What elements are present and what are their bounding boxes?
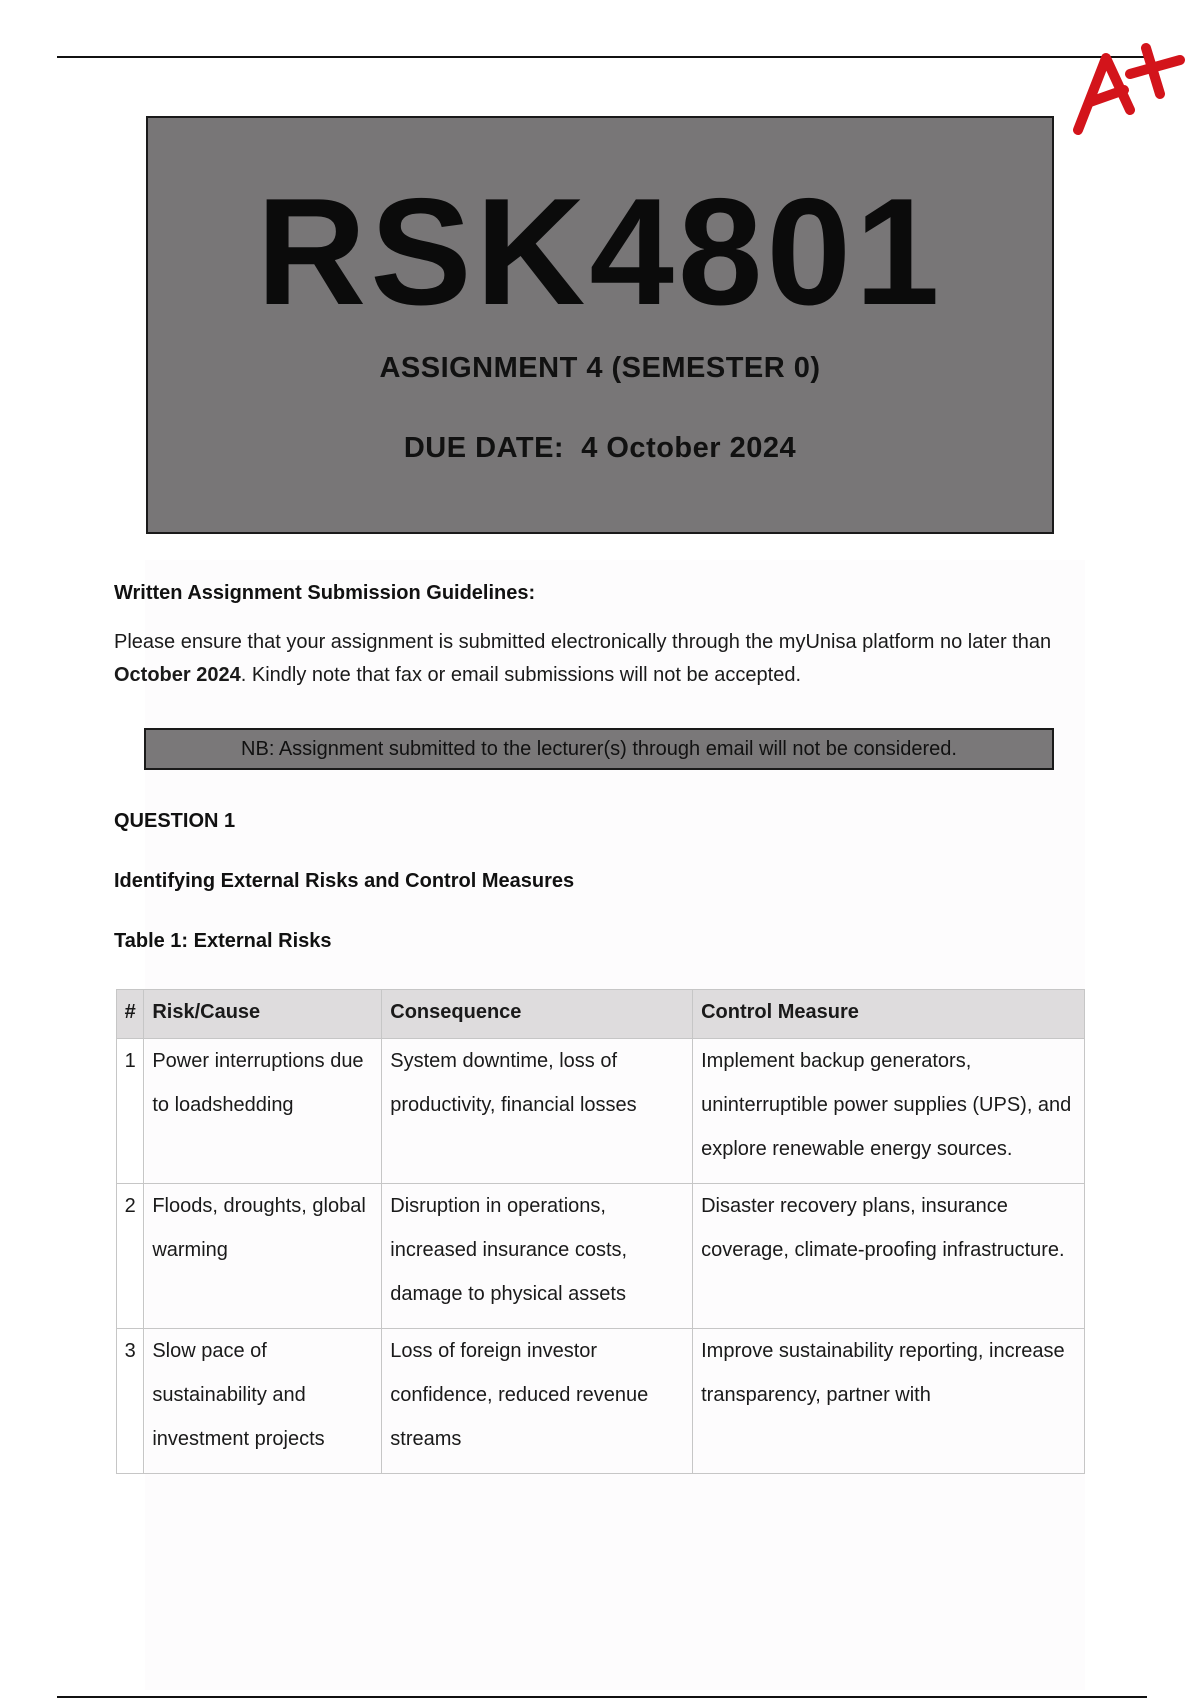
row-number: 1 — [117, 1039, 144, 1184]
table-header-row — [117, 990, 1085, 1039]
header-number: # — [117, 990, 144, 1039]
control-measure-cell: Disaster recovery plans, insurance coverage, climate-proofing infrastructure. — [693, 1184, 1085, 1329]
external-risks-table — [116, 989, 1085, 1474]
nb-notice: NB: Assignment submitted to the lecturer(s) through email will not be considered. — [144, 728, 1054, 770]
cover-box — [146, 116, 1054, 534]
control-measure-cell: Improve sustainability reporting, increase transparency, partner with — [693, 1329, 1085, 1474]
guidelines-text-end: . Kindly note that fax or email submissions will not be accepted. — [240, 664, 802, 686]
consequence-cell: Loss of foreign investor confidence, reduced revenue streams — [382, 1329, 693, 1474]
table-caption: Table 1: External Risks — [114, 930, 332, 952]
table-row — [117, 1329, 1085, 1474]
course-code: RSK4801 — [256, 167, 944, 337]
row-number: 2 — [117, 1184, 144, 1329]
consequence-cell: Disruption in operations, increased insurance costs, damage to physical assets — [382, 1184, 693, 1329]
question-heading: QUESTION 1 — [114, 810, 236, 832]
bottom-rule — [57, 1696, 1147, 1698]
top-rule — [57, 56, 1147, 58]
control-measure-cell: Implement backup generators, uninterruptible power supplies (UPS), and explore renewable energy sources. — [693, 1039, 1085, 1184]
guidelines-paragraph — [114, 626, 1074, 692]
table-row — [117, 1184, 1085, 1329]
consequence-cell: System downtime, loss of productivity, financial losses — [382, 1039, 693, 1184]
header-control-measure: Control Measure — [693, 990, 1085, 1039]
question-subheading: Identifying External Risks and Control Measures — [114, 870, 575, 892]
row-number: 3 — [117, 1329, 144, 1474]
risk-cause-cell: Power interruptions due to loadshedding — [144, 1039, 382, 1184]
header-consequence: Consequence — [382, 990, 693, 1039]
header-risk-cause: Risk/Cause — [144, 990, 382, 1039]
guidelines-text-start: Please ensure that your assignment is submitted electronically through the myUnisa platform no later than — [114, 631, 1052, 653]
assignment-label: ASSIGNMENT 4 (SEMESTER 0) — [379, 352, 821, 384]
a-plus-stamp-icon — [1068, 30, 1188, 140]
guidelines-heading: Written Assignment Submission Guidelines: — [114, 582, 536, 604]
risk-cause-cell: Floods, droughts, global warming — [144, 1184, 382, 1329]
risk-cause-cell: Slow pace of sustainability and investment projects — [144, 1329, 382, 1474]
due-date: DUE DATE: 4 October 2024 — [403, 432, 797, 464]
guidelines-deadline: October 2024 — [114, 664, 241, 686]
table-row — [117, 1039, 1085, 1184]
grade-mark-a-plus — [1068, 30, 1188, 140]
